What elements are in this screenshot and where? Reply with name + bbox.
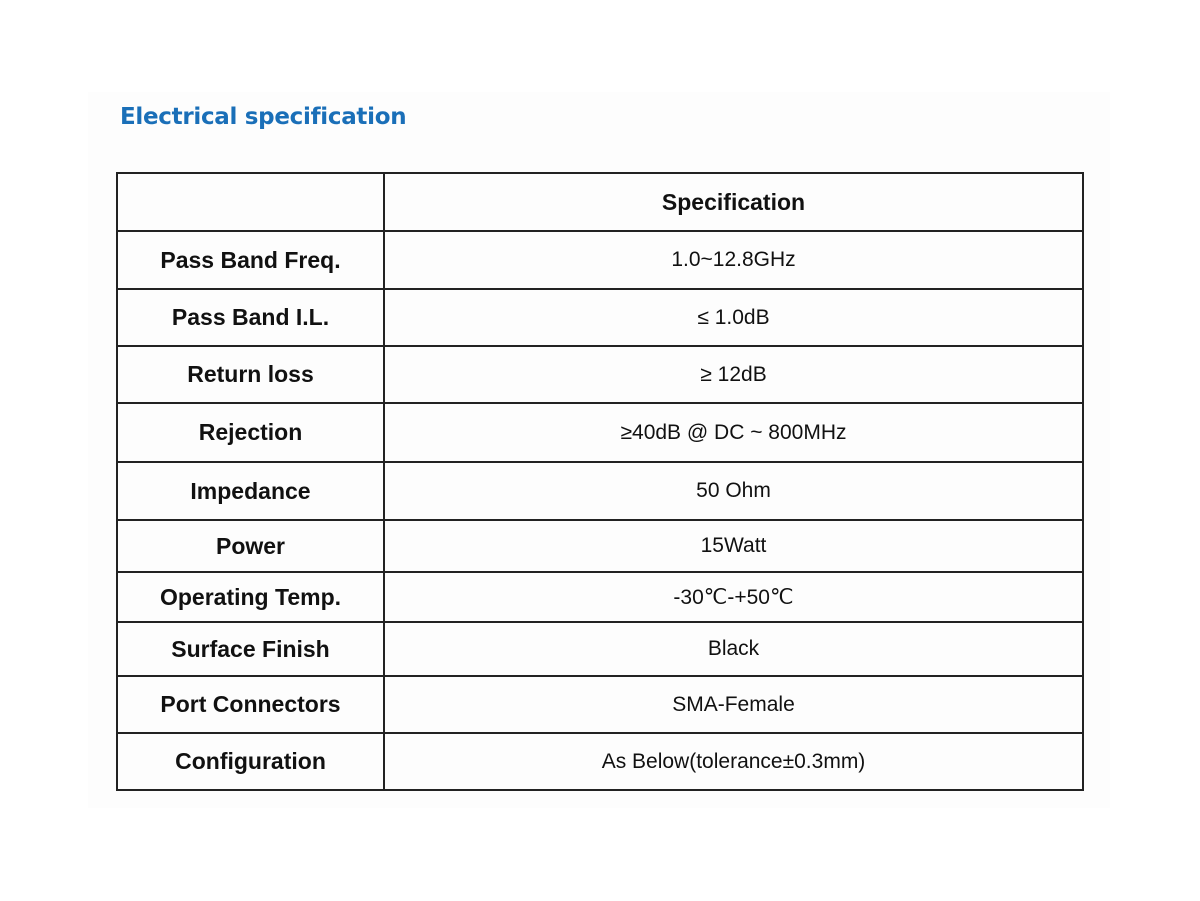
- header-specification: Specification: [384, 173, 1083, 231]
- table-row: [117, 231, 1083, 289]
- row-label: Return loss: [117, 346, 384, 403]
- row-value: As Below(tolerance±0.3mm): [384, 733, 1083, 790]
- row-label: Pass Band I.L.: [117, 289, 384, 346]
- header-corner-cell: [117, 173, 384, 231]
- table-row: [117, 289, 1083, 346]
- row-label: Port Connectors: [117, 676, 384, 733]
- table-row: [117, 733, 1083, 790]
- spec-table: [116, 172, 1084, 791]
- table-row: [117, 346, 1083, 403]
- table-row: [117, 403, 1083, 462]
- row-label: Pass Band Freq.: [117, 231, 384, 289]
- row-value: -30℃-+50℃: [384, 572, 1083, 622]
- row-value: ≥40dB @ DC ~ 800MHz: [384, 403, 1083, 462]
- row-value: 50 Ohm: [384, 462, 1083, 520]
- row-label: Operating Temp.: [117, 572, 384, 622]
- row-label: Impedance: [117, 462, 384, 520]
- row-value: 15Watt: [384, 520, 1083, 572]
- row-label: Surface Finish: [117, 622, 384, 676]
- row-label: Power: [117, 520, 384, 572]
- table-row: [117, 676, 1083, 733]
- section-title: Electrical specification: [120, 104, 407, 130]
- table-row: [117, 520, 1083, 572]
- row-label: Rejection: [117, 403, 384, 462]
- row-value: SMA-Female: [384, 676, 1083, 733]
- table-row: [117, 572, 1083, 622]
- row-value: 1.0~12.8GHz: [384, 231, 1083, 289]
- row-value: ≥ 12dB: [384, 346, 1083, 403]
- row-value: Black: [384, 622, 1083, 676]
- row-value: ≤ 1.0dB: [384, 289, 1083, 346]
- table-header-row: [117, 173, 1083, 231]
- table-row: [117, 622, 1083, 676]
- table-row: [117, 462, 1083, 520]
- row-label: Configuration: [117, 733, 384, 790]
